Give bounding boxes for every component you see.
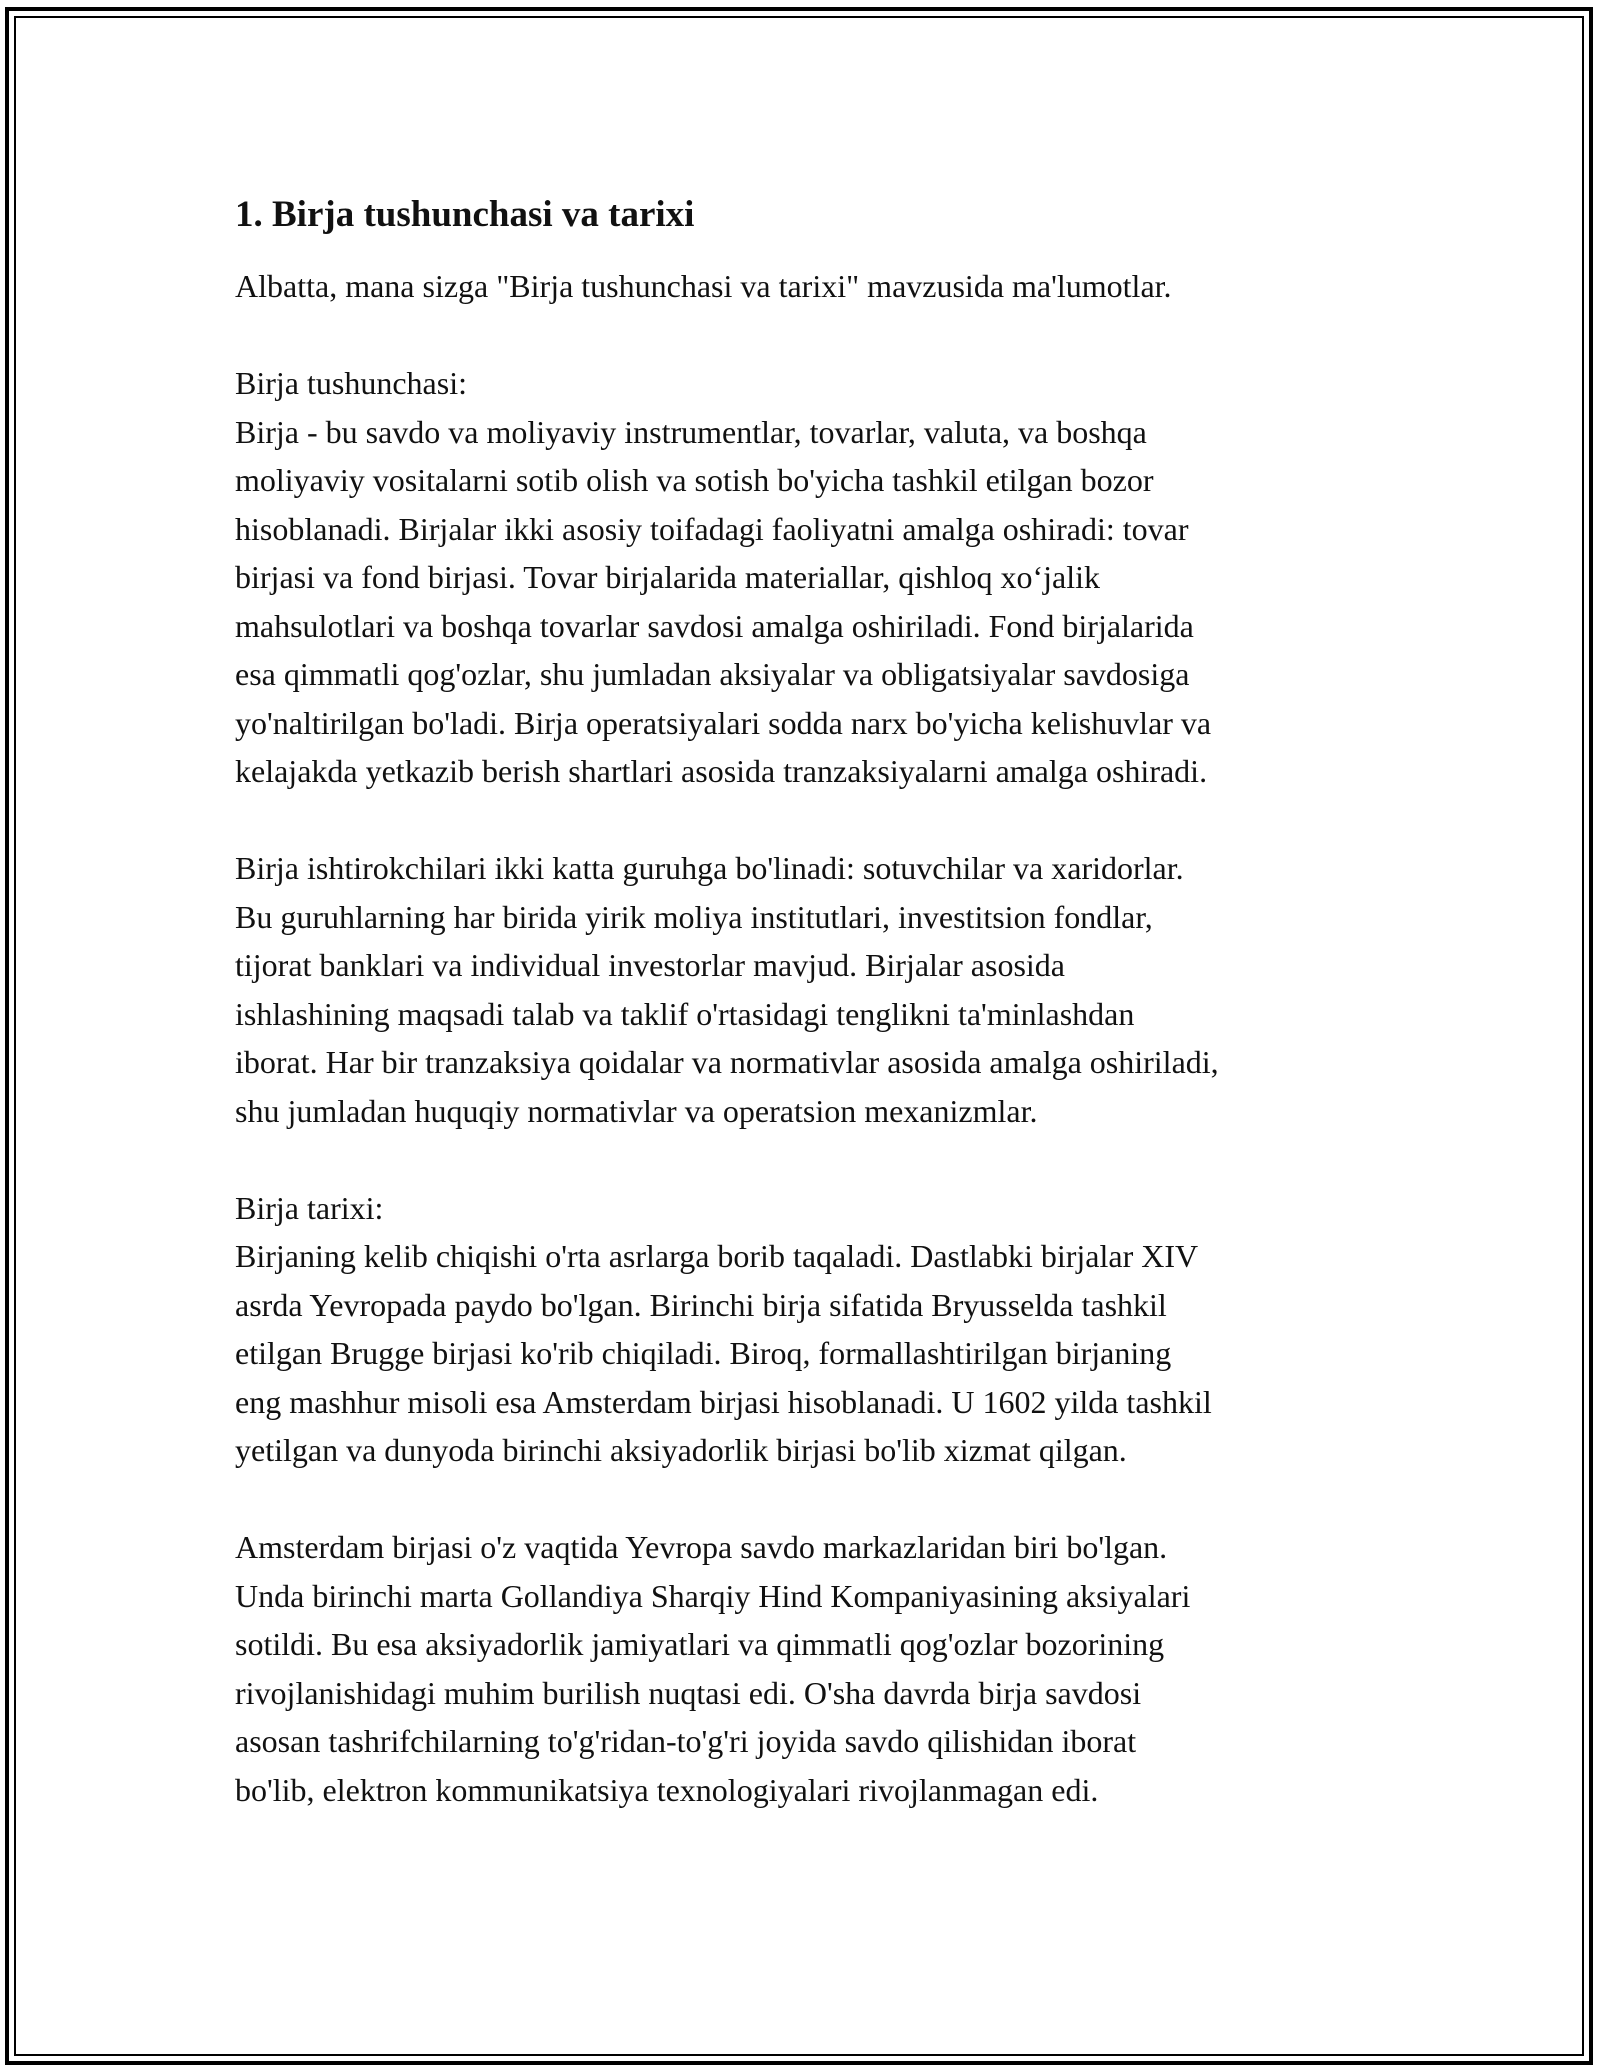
section-title: 1. Birja tushunchasi va tarixi [235, 194, 695, 235]
participants-paragraph: Birja ishtirokchilari ikki katta guruhga bo'linadi: sotuvchilar va xaridorlar. Bu guruhlarning har birida yirik moliya institutlari, investitsion fondlar, tijorat banklari va individual investorlar mavjud. Birjalar asosida ishlashining maqsadi talab va taklif o'rtasidagi tenglikni ta'minlashdan iborat. Har bir tranzaksiya qoidalar va normativlar asosida amalga oshiriladi, shu jumladan huquqiy normativlar va operatsion mexanizmlar. [235, 850, 1219, 1129]
history-paragraph: Birja tarixi: Birjaning kelib chiqishi o'rta asrlarga borib taqaladi. Dastlabki birjalar XIV asrda Yevropada paydo bo'lgan. Birinchi birja sifatida Bryusselda tashkil etilgan Brugge birjasi ko'rib chiqiladi. Biroq, formallashtirilgan birjaning eng mashhur misoli esa Amsterdam birjasi hisoblanadi. U 1602 yilda tashkil yetilgan va dunyoda birinchi aksiyadorlik birjasi bo'lib xizmat qilgan. [235, 1189, 1212, 1468]
document-body [235, 186, 1375, 1814]
definition-paragraph: Birja tushunchasi: Birja - bu savdo va moliyaviy instrumentlar, tovarlar, valuta, va boshqa moliyaviy vositalarni sotib olish va sotish bo'yicha tashkil etilgan bozor hisoblanadi. Birjalar ikki asosiy toifadagi faoliyatni amalga oshiradi: tovar birjasi va fond birjasi. Tovar birjalarida materiallar, qishloq xo‘jalik mahsulotlari va boshqa tovarlar savdosi amalga oshiriladi. Fond birjalarida esa qimmatli qog'ozlar, shu jumladan aksiyalar va obligatsiyalar savdosiga yo'naltirilgan bo'ladi. Birja operatsiyalari sodda narx bo'yicha kelishuvlar va kelajakda yetkazib berish shartlari asosida tranzaksiyalarni amalga oshiradi. [235, 365, 1212, 789]
intro-paragraph: Albatta, mana sizga "Birja tushunchasi va tarixi" mavzusida ma'lumotlar. [235, 268, 1172, 304]
amsterdam-paragraph: Amsterdam birjasi o'z vaqtida Yevropa savdo markazlaridan biri bo'lgan. Unda birinchi marta Gollandiya Sharqiy Hind Kompaniyasining aksiyalari sotildi. Bu esa aksiyadorlik jamiyatlari va qimmatli qog'ozlar bozorining rivojlanishidagi muhim burilish nuqtasi edi. O'sha davrda birja savdosi asosan tashrifchilarning to'g'ridan-to'g'ri joyida savdo qilishidan iborat bo'lib, elektron kommunikatsiya texnologiyalari rivojlanmagan edi. [235, 1529, 1191, 1808]
